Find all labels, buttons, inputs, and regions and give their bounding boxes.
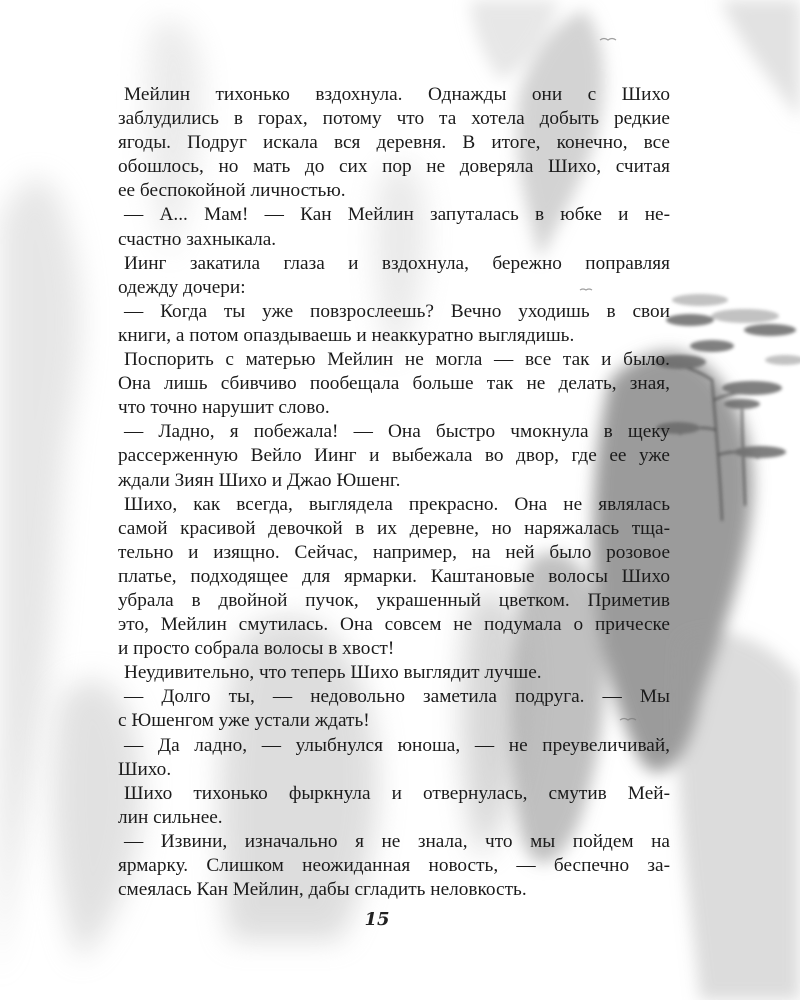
text-line: ярмарку. Слишком неожиданная новость, — беспечно за- [118, 855, 670, 876]
text-line: заблудились в горах, потому что та хотела добыть редкие [118, 108, 670, 130]
text-line: убрала в двойной пучок, украшенный цветком. Приметив [118, 589, 670, 611]
text-line: книги, а потом опаздываешь и неаккуратно выглядишь. [118, 324, 575, 346]
text-line: рассерженную Вейло Иинг и выбежала во двор, где ее уже [118, 445, 670, 467]
text-line: что точно нарушит слово. [118, 397, 330, 419]
text-line: одежду дочери: [118, 276, 246, 298]
page-number: 15 [364, 909, 390, 930]
text-line: обошлось, но мать до сих пор не доверяла Шихо, считая [118, 156, 670, 178]
text-line: ягоды. Подруг искала вся деревня. В итоге, конечно, все [118, 132, 670, 154]
text-line: ее беспокойной личностью. [118, 180, 346, 202]
text-line: тельно и изящно. Сейчас, например, на ней было розовое [118, 541, 670, 563]
text-line: платье, подходящее для ярмарки. Каштановые волосы Шихо [118, 565, 670, 587]
text-line: Мейлин тихонько вздохнула. Однажды они с Шихо [124, 84, 670, 105]
text-line: — Ладно, я побежала! — Она быстро чмокнула в щеку [124, 421, 670, 443]
text-line: с Юшенгом уже устали ждать! [118, 710, 370, 732]
text-line: — А... Мам! — Кан Мейлин запуталась в юбке и не- [124, 204, 670, 226]
text-line: Шихо. [118, 758, 172, 780]
text-line: лин сильнее. [118, 806, 223, 828]
text-line: — Да ладно, — улыбнулся юноша, — не преувеличивай, [124, 734, 670, 756]
text-line: Шихо тихонько фыркнула и отвернулась, смутив Мей- [124, 782, 670, 804]
text-line: Иинг закатила глаза и вздохнула, бережно поправляя [124, 252, 670, 274]
text-line: — Когда ты уже повзрослеешь? Вечно уходишь в свои [124, 300, 670, 322]
text-line: счастно захныкала. [118, 228, 277, 250]
text-line: Поспорить с матерью Мейлин не могла — все так и было. [124, 349, 670, 371]
text-line: и просто собрала волосы в хвост! [118, 638, 395, 660]
text-line: Она лишь сбивчиво пообещала больше так не делать, зная, [118, 373, 670, 395]
text-line: Неудивительно, что теперь Шихо выглядит лучше. [124, 662, 542, 684]
body-text [118, 83, 670, 902]
text-line: — Долго ты, — недовольно заметила подруга. — Мы [124, 686, 670, 708]
text-line: ждали Зиян Шихо и Джао Юшенг. [118, 469, 401, 491]
text-line: Шихо, как всегда, выглядела прекрасно. Она не являлась [124, 493, 670, 515]
text-line: это, Мейлин смутилась. Она совсем не подумала о прическе [118, 614, 670, 636]
text-line: смеялась Кан Мейлин, дабы сгладить неловкость. [118, 879, 527, 901]
text-line: — Извини, изначально я не знала, что мы пойдем на [124, 830, 670, 852]
text-line: самой красивой девочкой в их деревне, но наряжалась тща- [118, 517, 670, 539]
